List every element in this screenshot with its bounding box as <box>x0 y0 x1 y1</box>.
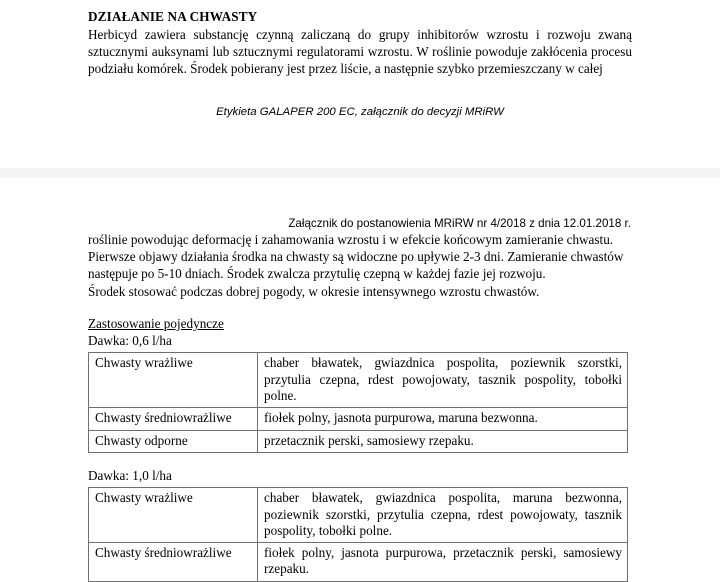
weed-list-cell: chaber bławatek, gwiazdnica pospolita, maruna bezwonna, poziewnik szorstki, przytulia czepna, rdest powojowaty, tasznik pospolity, tobołki polne. <box>258 488 628 543</box>
weed-list-cell: fiołek polny, jasnota purpurowa, przetacznik perski, samosiewy rzepaku. <box>258 543 628 582</box>
weed-category-cell: Chwasty średniowrażliwe <box>89 543 258 582</box>
table-row <box>89 408 628 430</box>
document-page-bottom <box>0 178 720 577</box>
weed-category-cell: Chwasty wrażliwe <box>89 353 258 408</box>
weed-category-cell: Chwasty średniowrażliwe <box>89 408 258 430</box>
running-head-etykieta: Etykieta GALAPER 200 EC, załącznik do decyzji MRiRW <box>216 105 504 118</box>
continuation-paragraph-line-1: roślinie powodując deformację i zahamowania wzrostu i w efekcie końcowym zamieranie chwastu. <box>88 232 614 247</box>
dose-label-0-6: Dawka: 0,6 l/ha <box>88 332 172 348</box>
table-row <box>89 488 628 543</box>
weed-list-cell: przetacznik perski, samosiewy rzepaku. <box>258 430 628 452</box>
table-row <box>89 543 628 582</box>
continuation-paragraph-line-3: następuje po 5-10 dniach. Środek zwalcza przytulię czepną w każdej fazie jej rozwoju. <box>88 266 546 282</box>
table-row <box>89 430 628 452</box>
section-heading-dzialanie-na-chwasty: DZIAŁANIE NA CHWASTY <box>88 9 258 24</box>
weed-list-cell: fiołek polny, jasnota purpurowa, maruna bezwonna. <box>258 408 628 430</box>
document-page-top <box>0 0 720 168</box>
page-separator-band <box>0 168 720 178</box>
section-title-zastosowanie-pojedyncze: Zastosowanie pojedyncze <box>88 315 224 331</box>
weed-category-cell: Chwasty odporne <box>89 430 258 452</box>
dose-label-1-0: Dawka: 1,0 l/ha <box>88 467 172 483</box>
document-header-zalacznik: Załącznik do postanowienia MRiRW nr 4/2018 z dnia 12.01.2018 r. <box>288 217 631 230</box>
weed-category-cell: Chwasty wrażliwe <box>89 488 258 543</box>
weed-list-cell: chaber bławatek, gwiazdnica pospolita, poziewnik szorstki, przytulia czepna, rdest powojowaty, tasznik pospolity, tobołki polne. <box>258 353 628 408</box>
section-title-wrapper <box>88 315 632 333</box>
continuation-paragraph-line-2: Pierwsze objawy działania środka na chwasty są widoczne po upływie 2-3 dni. Zamieranie chwastów <box>88 249 624 265</box>
weed-table-dose-1-0 <box>88 487 628 581</box>
intro-paragraph: Herbicyd zawiera substancję czynną zaliczaną do grupy inhibitorów wzrostu i rozwoju zwaną sztucznymi auksynami lub sztucznymi regulatorami wzrostu. W roślinie powoduje zakłócenia procesu podziału komórek. Środek pobierany jest przez liście, a następnie szybko przemieszczany w całej <box>88 27 632 77</box>
weed-table-dose-0-6 <box>88 352 628 452</box>
continuation-paragraph-line-4: Środek stosować podczas dobrej pogody, w okresie intensywnego wzrostu chwastów. <box>88 283 540 299</box>
table-row <box>89 353 628 408</box>
